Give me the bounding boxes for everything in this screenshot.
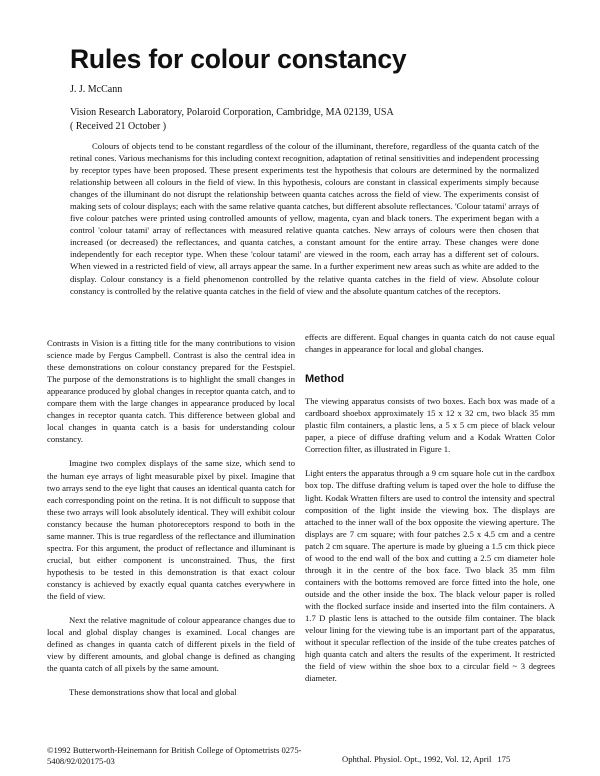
body-paragraph: effects are different. Equal changes in quanta catch do not cause equal changes in appearance for local and global changes. xyxy=(305,332,555,355)
body-paragraph: Contrasts in Vision is a fitting title for the many contributions to vision science made by Fergus Campbell. Contrast is also the central idea in these demonstrations on colour constancy prepared for the Festspiel. The purpose of the demonstrations is to highlight the small changes in appearance produced by global changes in receptor quanta catch, and to compare them with the large changes in appearance produced by local changes in receptor quanta catch. This difference between global and local changes in quanta catch is a basis for understanding colour constancy. xyxy=(47,338,295,445)
left-column xyxy=(47,337,295,710)
section-heading-method: Method xyxy=(305,373,345,386)
author: J. J. McCann xyxy=(70,84,123,95)
affiliation-block xyxy=(70,106,394,134)
copyright-notice: ©1992 Butterworth-Heinemann for British College of Optometrists 0275-5408/92/020175-03 xyxy=(47,745,302,766)
received-date: ( Received 21 October ) xyxy=(70,121,167,132)
body-paragraph: Light enters the apparatus through a 9 cm square hole cut in the cardbox box top. The diffuse drafting velum is taped over the hole to diffuse the light. Kodak Wratten filters are used to control the intensity and spectral composition of the light inside the viewing box. The displays are attached to the inner wall of the box opposite the viewing aperture. The displays are 7 cm square; with four patches 2.5 x 4.5 cm and a centre patch 2 cm square. The aperture is made by glueing a 1.5 cm thick piece of wood to the end wall of the box and cutting a 2.5 cm diameter hole through it in the centre of the box face. Two black 35 mm film containers with the bottoms removed are force fitted into the hole, one outside and the other inside the box. The black velour paper is rolled with the flocked surface inside and inserted into the film containers. A 1.7 D plastic lens is attached to the outside film container. The black velour lining for the viewing tube is an important part of the apparatus, without it specular reflection of the inside of the tube creates patches of high quanta catch and alters the results of the experiment. It restricted the field of view within the shoe box to a circular field ~ 3 degrees diameter. xyxy=(305,468,555,684)
body-paragraph: Imagine two complex displays of the same size, which send to the human eye arrays of light measurable pixel by pixel. Imagine that two arrays send to the eye light that causes an identical quanta catch for each corresponding point on the retina. It is not difficult to suppose that these two arrays will look absolutely identical. They will exhibit colour constancy because the human photoreceptors respond to both in the same manner. This is true regardless of the reflectance and illumination spectra. For this argument, the product of reflectance and illuminant is crucial, but either component is unconstrained. Thus, the first hypothesis to be tested in this demonstration is that exact colour constancy is achieved by exactly equal quanta catches everywhere in the field of view. xyxy=(47,458,295,601)
journal-citation: Ophthal. Physiol. Opt., 1992, Vol. 12, April xyxy=(342,754,492,764)
body-paragraph: The viewing apparatus consists of two boxes. Each box was made of a cardboard shoebox approximately 15 x 12 x 32 cm, two black 35 mm plastic film containers, a plastic lens, a 5 x 5 cm piece of black velour paper, a piece of diffuse drafting velum and a Kodak Wratten Color Correction filter, as illustrated in Figure 1. xyxy=(305,396,555,455)
abstract: Colours of objects tend to be constant regardless of the colour of the illuminant, therefore, regardless of the quanta catch of the retinal cones. Various mechanisms for this including context recognition, adaptation of retinal sensitivities and independent processing by receptor types have been proposed. These present experiments test the hypothesis that colours are determined by the normalized relationship between all colours in the field of view. In this hypothesis, colours are constant in classical experiments simply because changes of the illuminant do not disrupt the relationship between quanta catches across the field of view. The experiments consist of making sets of colour displays; each with the same relative quanta catches, but different absolute reflectances. 'Colour tatami' arrays of five colour patches were printed using controlled amounts of yellow, magenta, cyan and black toners. The experiment began with a control 'colour tatami' array of reflectances with measured relative quanta catches. New arrays of colours were then chosen that increased (or decreased) the reflectances, and quanta catches, a constant amount for the entire array. These changes were done independently for each receptor type. When these 'colour tatami' are viewed in the room, each array has a different set of colours. When viewed in a restricted field of view, all arrays appear the same. In a further experiment new areas such as white are added to the display. Colour constancy is a field phenomenon controlled by the relative quanta catches in the field of view. Absolute colour constancy is controlled by the relative quanta catches in the field of view and the absolute quantum catches of the receptors. xyxy=(70,141,539,296)
body-paragraph: These demonstrations show that local and global xyxy=(69,687,237,698)
body-paragraph: Next the relative magnitude of colour appearance changes due to local and global display changes is examined. Local changes are defined as changes in quanta catch of different pixels in the field of view by different amounts, and global change is defined as changing the quanta catch of all pixels by the same amount. xyxy=(47,615,295,674)
affiliation: Vision Research Laboratory, Polaroid Corporation, Cambridge, MA 02139, USA xyxy=(70,107,394,118)
page-number: 175 xyxy=(497,754,511,764)
journal-footer xyxy=(342,754,510,764)
paper-title: Rules for colour constancy xyxy=(70,44,407,74)
right-column xyxy=(305,331,555,696)
